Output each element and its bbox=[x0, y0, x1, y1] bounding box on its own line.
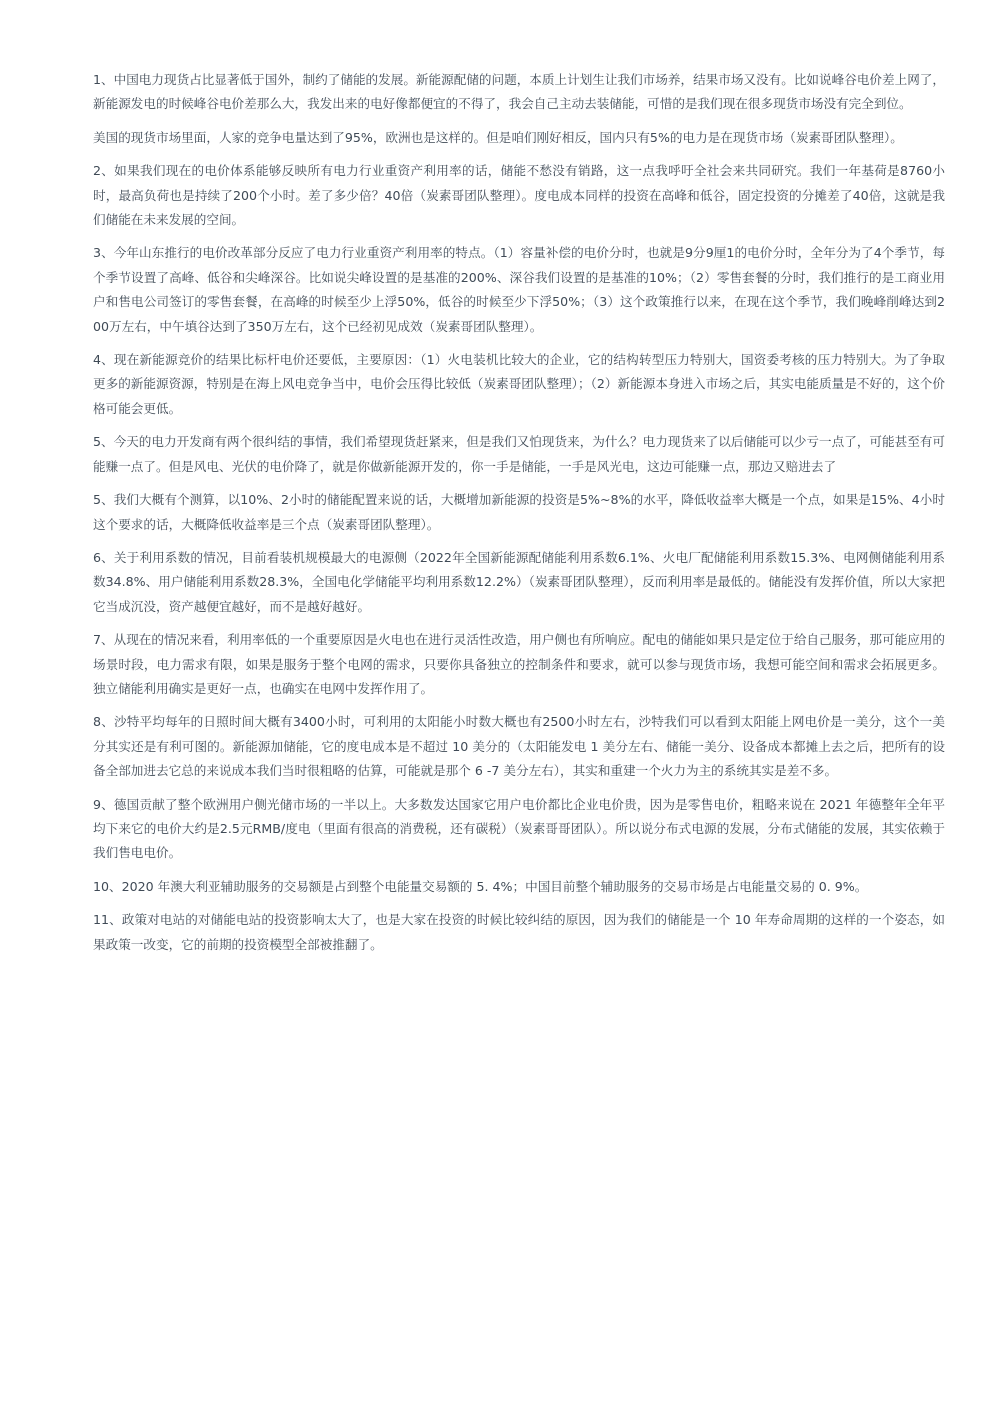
paragraph-12: 10、2020 年澳大利亚辅助服务的交易额是占到整个电能量交易额的 5. 4%；中国目前整个辅助服务的交易市场是占电能量交易的 0. 9%。 bbox=[93, 878, 868, 894]
paragraph-6: 5、今天的电力开发商有两个很纠结的事情，我们希望现货赶紧来，但是我们又怕现货来，为什么？电力现货来了以后储能可以少亏一点了，可能甚至有可能赚一点了。但是风电、光伏的电价降了，就是你做新能源开发的，你一手是储能，一手是风光电，这边可能赚一点，那边又赔进去了 bbox=[93, 434, 945, 474]
paragraph-13: 11、政策对电站的对储能电站的投资影响太大了，也是大家在投资的时候比较纠结的原因，因为我们的储能是一个 10 年寿命周期的这样的一个姿态，如果政策一改变，它的前期的投资模型全部被推翻了。 bbox=[93, 912, 945, 952]
document-body bbox=[93, 68, 945, 966]
paragraph-2: 美国的现货市场里面，人家的竞争电量达到了95%，欧洲也是这样的。但是咱们刚好相反，国内只有5%的电力是在现货市场（炭素哥团队整理）。 bbox=[93, 129, 903, 145]
paragraph-4: 3、今年山东推行的电价改革部分反应了电力行业重资产利用率的特点。（1）容量补偿的电价分时，也就是9分9厘1的电价分时，全年分为了4个季节，每个季节设置了高峰、低谷和尖峰深谷。比如说尖峰设置的是基准的200%、深谷我们设置的是基准的10%；（2）零售套餐的分时，我们推行的是工商业用户和售电公司签订的零售套餐，在高峰的时候至少上浮50%，低谷的时候至少下浮50%；（3）这个政策推行以来，在现在这个季节，我们晚峰削峰达到200万左右，中午填谷达到了350万左右，这个已经初见成效（炭素哥团队整理）。 bbox=[93, 245, 945, 334]
paragraph-9: 7、从现在的情况来看，利用率低的一个重要原因是火电也在进行灵活性改造，用户侧也有所响应。配电的储能如果只是定位于给自己服务，那可能应用的场景时段，电力需求有限，如果是服务于整个电网的需求，只要你具备独立的控制条件和要求，就可以参与现货市场，我想可能空间和需求会拓展更多。独立储能利用确实是更好一点，也确实在电网中发挥作用了。 bbox=[93, 632, 945, 696]
paragraph-11: 9、德国贡献了整个欧洲用户侧光储市场的一半以上。大多数发达国家它用户电价都比企业电价贵，因为是零售电价，粗略来说在 2021 年德整年全年平均下来它的电价大约是2.5元RMB/度电（里面有很高的消费税，还有碳税）（炭素哥哥团队）。所以说分布式电源的发展，分布式储能的发展，其实依赖于我们售电电价。 bbox=[93, 796, 945, 861]
paragraph-3: 2、如果我们现在的电价体系能够反映所有电力行业重资产利用率的话，储能不愁没有销路，这一点我呼吁全社会来共同研究。我们一年基荷是8760小时，最高负荷也是持续了200个小时。差了多少倍？40倍（炭素哥团队整理）。度电成本同样的投资在高峰和低谷，固定投资的分摊差了40倍，这就是我们储能在未来发展的空间。 bbox=[93, 163, 945, 228]
paragraph-7: 5、我们大概有个测算，以10%、2小时的储能配置来说的话，大概增加新能源的投资是5%~8%的水平，降低收益率大概是一个点，如果是15%、4小时这个要求的话，大概降低收益率是三个点（炭素哥团队整理）。 bbox=[93, 492, 945, 532]
paragraph-1: 1、中国电力现货占比显著低于国外，制约了储能的发展。新能源配储的问题，本质上计划生让我们市场养，结果市场又没有。比如说峰谷电价差上网了，新能源发电的时候峰谷电价差那么大，我发出来的电好像都便宜的不得了，我会自己主动去装储能，可惜的是我们现在很多现货市场没有完全到位。 bbox=[93, 72, 945, 112]
paragraph-5: 4、现在新能源竞价的结果比标杆电价还要低，主要原因：（1）火电装机比较大的企业，它的结构转型压力特别大，国资委考核的压力特别大。为了争取更多的新能源资源，特别是在海上风电竞争当中，电价会压得比较低（炭素哥团队整理）；（2）新能源本身进入市场之后，其实电能质量是不好的，这个价格可能会更低。 bbox=[93, 352, 945, 416]
paragraph-8: 6、关于利用系数的情况，目前看装机规模最大的电源侧（2022年全国新能源配储能利用系数6.1%、火电厂配储能利用系数15.3%、电网侧储能利用系数34.8%、用户储能利用系数28.3%，全国电化学储能平均利用系数12.2%）（炭素哥团队整理），反而利用率是最低的。储能没有发挥价值，所以大家把它当成沉没，资产越便宜越好，而不是越好越好。 bbox=[93, 549, 945, 614]
paragraph-10: 8、沙特平均每年的日照时间大概有3400小时，可利用的太阳能小时数大概也有2500小时左右，沙特我们可以看到太阳能上网电价是一美分，这个一美分其实还是有利可图的。新能源加储能，它的度电成本是不超过 10 美分的（太阳能发电 1 美分左右、储能一美分、设备成本都摊上去之后，把所有的设备全部加进去它总的来说成本我们当时很粗略的估算，可能就是那个 6 -7 美分左右），其实和重建一个火力为主的系统其实是差不多。 bbox=[93, 714, 945, 779]
